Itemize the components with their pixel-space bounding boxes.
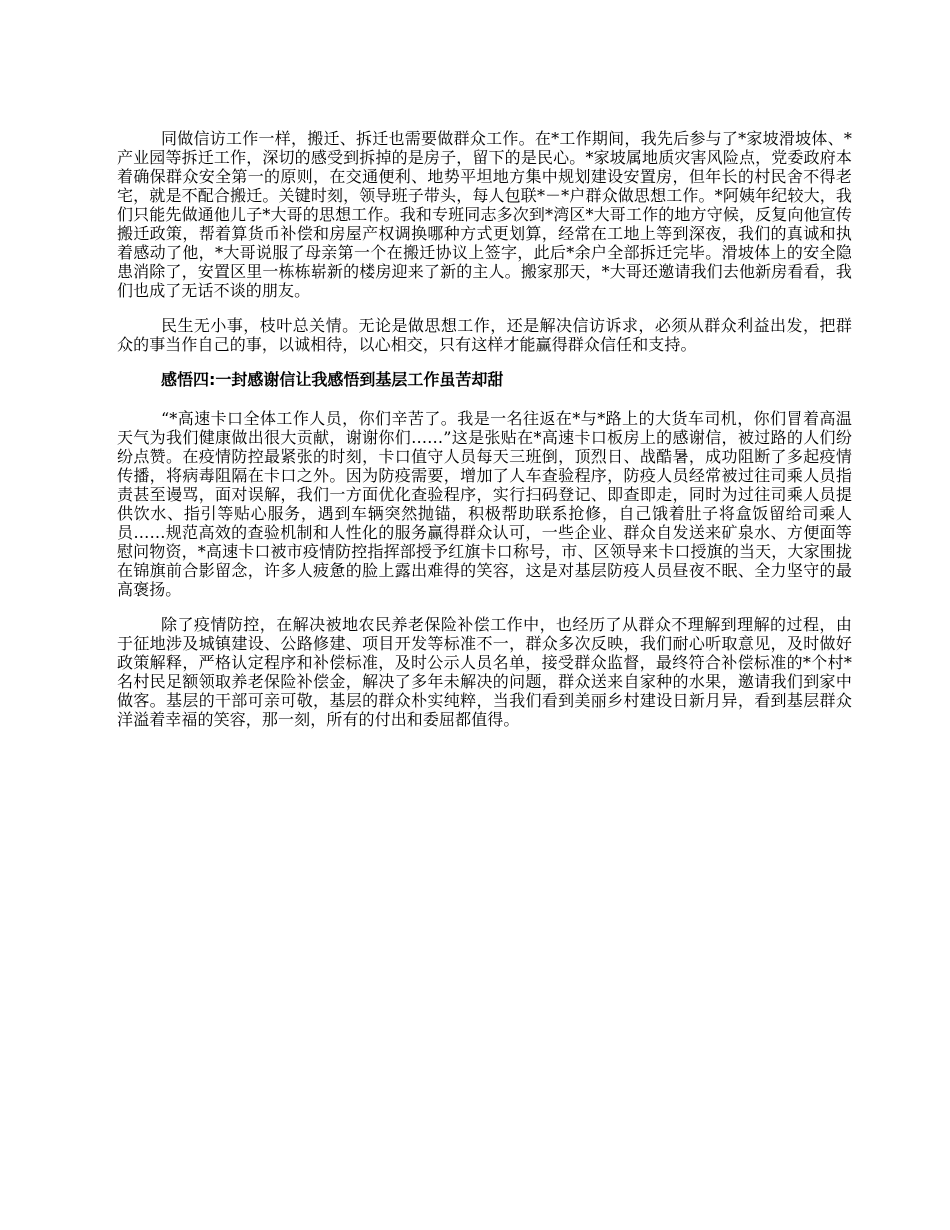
- section-heading: 感悟四:一封感谢信让我感悟到基层工作虽苦却甜: [161, 370, 504, 389]
- paragraph-thank-you-letter: “*高速卡口全体工作人员，你们辛苦了。我是一名往返在*与*路上的大货车司机，你们冒着高温天气为我们健康做出很大贡献，谢谢你们……”这是张贴在*高速卡口板房上的感谢信，被过路的人们纷纷点赞。在疫情防控最紧张的时刻，卡口值守人员每天三班倒，顶烈日、战酷暑，成功阻断了多起疫情传播，将病毒阻隔在卡口之外。因为防疫需要，增加了人车查验程序，防疫人员经常被过往司乘人员指责甚至谩骂，面对误解，我们一方面优化查验程序，实行扫码登记、即查即走，同时为过往司乘人员提供饮水、指引等贴心服务，遇到车辆突然抛锚，积极帮助联系抢修，自己饿着肚子将盒饭留给司乘人员……规范高效的查验机制和人性化的服务赢得群众认可，一些企业、群众自发送来矿泉水、方便面等慰问物资，*高速卡口被市疫情防控指挥部授予红旗卡口称号，市、区领导来卡口授旗的当天，大家围拢在锦旗前合影留念，许多人疲惫的脸上露出难得的笑容，这是对基层防疫人员昼夜不眠、全力坚守的最高褒扬。: [117, 409, 852, 599]
- paragraph-relocation-work: 同做信访工作一样，搬迁、拆迁也需要做群众工作。在*工作期间，我先后参与了*家坡滑坡体、*产业园等拆迁工作，深切的感受到拆掉的是房子，留下的是民心。*家坡属地质灾害风险点，党委政府本着确保群众安全第一的原则，在交通便利、地势平坦地方集中规划建设安置房，但年长的村民舍不得老宅，就是不配合搬迁。关键时刻，领导班子带头，每人包联*－*户群众做思想工作。*阿姨年纪较大，我们只能先做通他儿子*大哥的思想工作。我和专班同志多次到*湾区*大哥工作的地方守候，反复向他宣传搬迁政策，帮着算货币补偿和房屋产权调换哪种方式更划算，经常在工地上等到深夜，我们的真诚和执着感动了他，*大哥说服了母亲第一个在搬迁协议上签字，此后*余户全部拆迁完毕。滑坡体上的安全隐患消除了，安置区里一栋栋崭新的楼房迎来了新的主人。搬家那天，*大哥还邀请我们去他新房看看，我们也成了无话不谈的朋友。: [117, 129, 852, 300]
- paragraph-pension-compensation: 除了疫情防控，在解决被地农民养老保险补偿工作中，也经历了从群众不理解到理解的过程，由于征地涉及城镇建设、公路修建、项目开发等标准不一，群众多次反映，我们耐心听取意见，及时做好政策解释，严格认定程序和补偿标准，及时公示人员名单，接受群众监督，最终符合补偿标准的*个村*名村民足额领取养老保险补偿金，解决了多年未解决的问题，群众送来自家种的水果，邀请我们到家中做客。基层的干部可亲可敬，基层的群众朴实纯粹，当我们看到美丽乡村建设日新月异，看到基层群众洋溢着幸福的笑容，那一刻，所有的付出和委屈都值得。: [117, 615, 852, 729]
- document-page: [117, 129, 852, 745]
- paragraph-livelihood: 民生无小事，枝叶总关情。无论是做思想工作，还是解决信访诉求，必须从群众利益出发，把群众的事当作自己的事，以诚相待，以心相交，只有这样才能赢得群众信任和支持。: [117, 316, 852, 354]
